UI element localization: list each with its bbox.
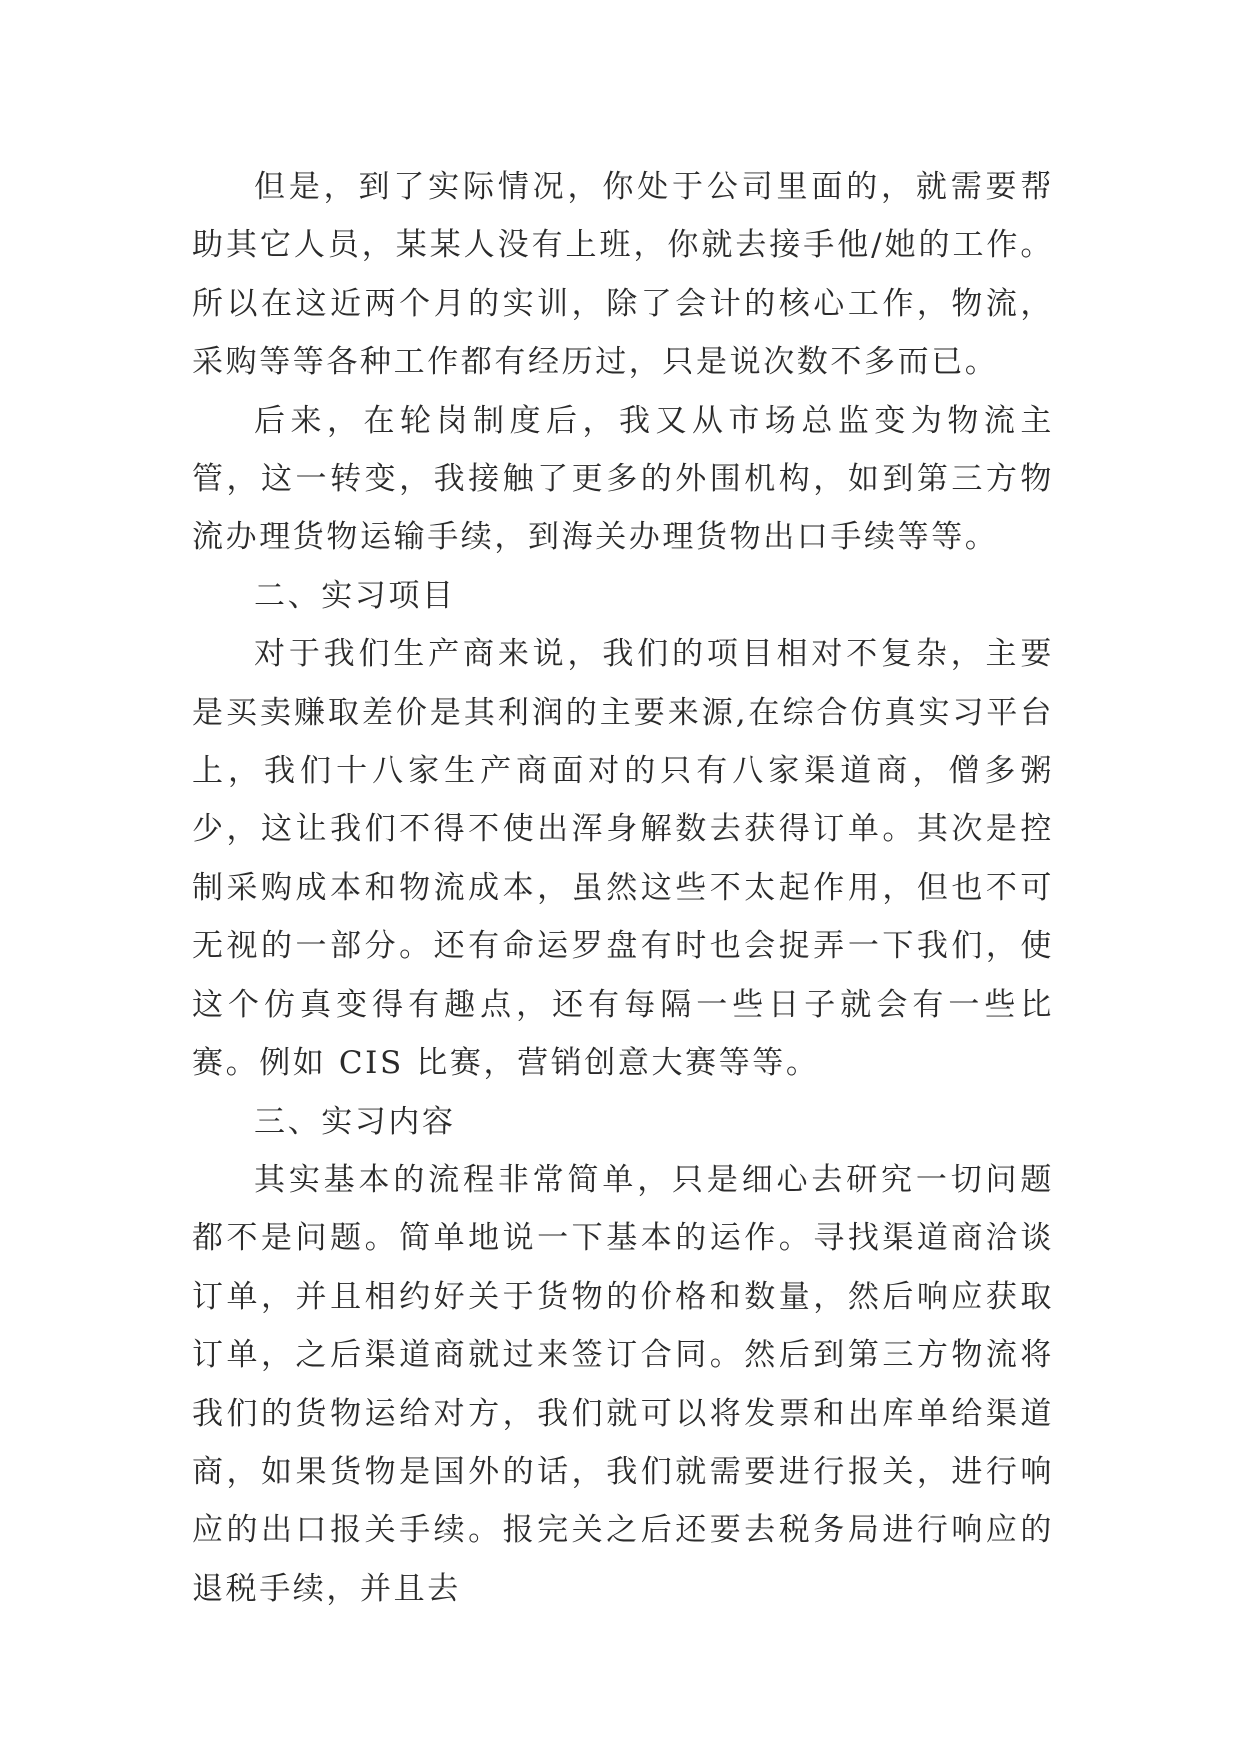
section-heading-internship-content: 三、实习内容 (254, 1103, 456, 1140)
paragraph-help-others: 但是，到了实际情况，你处于公司里面的，就需要帮助其它人员，某某人没有上班，你就去接手他/她的工作。所以在这近两个月的实训，除了会计的核心工作，物流，采购等等各种工作都有经历过，只是说次数不多而已。 (192, 169, 1054, 381)
paragraph-project-description: 对于我们生产商来说，我们的项目相对不复杂，主要是买卖赚取差价是其利润的主要来源,在综合仿真实习平台上，我们十八家生产商面对的只有八家渠道商，僧多粥少，这让我们不得不使出浑身解数去获得订单。其次是控制采购成本和物流成本，虽然这些不太起作用，但也不可无视的一部分。还有命运罗盘有时也会捉弄一下我们，使这个仿真变得有趣点，还有每隔一些日子就会有一些比赛。例如 CIS 比赛，营销创意大赛等等。 (192, 636, 1054, 1082)
paragraph-job-rotation: 后来，在轮岗制度后，我又从市场总监变为物流主管，这一转变，我接触了更多的外围机构，如到第三方物流办理货物运输手续，到海关办理货物出口手续等等。 (192, 402, 1054, 556)
section-heading-internship-project: 二、实习项目 (254, 577, 456, 614)
document-body (192, 158, 1054, 1618)
paragraph-basic-process: 其实基本的流程非常简单，只是细心去研究一切问题都不是问题。简单地说一下基本的运作。寻找渠道商洽谈订单，并且相约好关于货物的价格和数量，然后响应获取订单，之后渠道商就过来签订合同。然后到第三方物流将我们的货物运给对方，我们就可以将发票和出库单给渠道商，如果货物是国外的话，我们就需要进行报关，进行响应的出口报关手续。报完关之后还要去税务局进行响应的退税手续，并且去 (192, 1161, 1054, 1607)
